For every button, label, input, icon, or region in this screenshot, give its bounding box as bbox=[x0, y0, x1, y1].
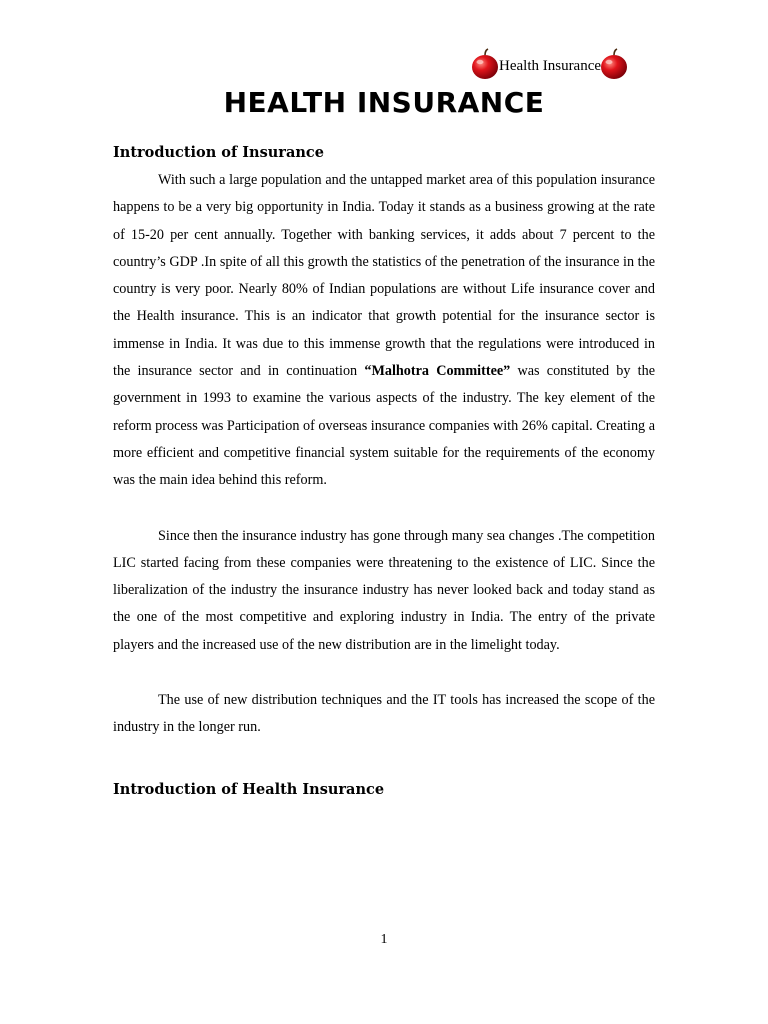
paragraph-1 bbox=[113, 167, 655, 495]
malhotra-committee-emphasis: “Malhotra Committee” bbox=[364, 363, 511, 380]
document-body bbox=[113, 141, 655, 802]
apple-icon bbox=[599, 48, 629, 80]
paragraph-3: The use of new distribution techniques and the IT tools has increased the scope of the industry in the longer run. bbox=[113, 692, 655, 736]
running-header bbox=[470, 44, 629, 80]
paragraph-1-text-a: With such a large population and the untapped market area of this population insurance happens to be a very big opportunity in India. Today it stands as a business growing at the rate of 15-20 per cent annually. Together with banking services, it adds about 7 percent to the country’s GDP .In spite of all this growth the statistics of the penetration of the insurance in the country is very poor. Nearly 80% of Indian populations are without Life insurance cover and the Health insurance. This is an indicator that growth potential for the insurance sector is immense in India. It was due to this immense growth that the regulations were introduced in the insurance sector and in continuation bbox=[113, 172, 655, 380]
section-heading-health-insurance: Introduction of Health Insurance bbox=[113, 780, 385, 798]
paragraph-2: Since then the insurance industry has gone through many sea changes .The competition LIC started facing from these companies were threatening to the existence of LIC. Since the liberalization of the industry the insurance industry has never looked back and today stand as the one of the most competitive and exploring industry in India. The entry of the private players and the increased use of the new distribution are in the limelight today. bbox=[113, 527, 655, 653]
section-heading-insurance: Introduction of Insurance bbox=[113, 144, 324, 161]
page-number: 1 bbox=[380, 932, 388, 947]
page-title: HEALTH INSURANCE bbox=[223, 86, 545, 119]
header-label: Health Insurance bbox=[499, 58, 602, 74]
paragraph-1-text-b: was constituted by the government in 1993 to examine the various aspects of the industry. The key element of the reform process was Participation of overseas insurance companies with 26% capital. Creating a more efficient and competitive financial system suitable for the requirements of the economy was the main idea behind this reform. bbox=[113, 363, 655, 489]
apple-icon bbox=[470, 48, 500, 80]
